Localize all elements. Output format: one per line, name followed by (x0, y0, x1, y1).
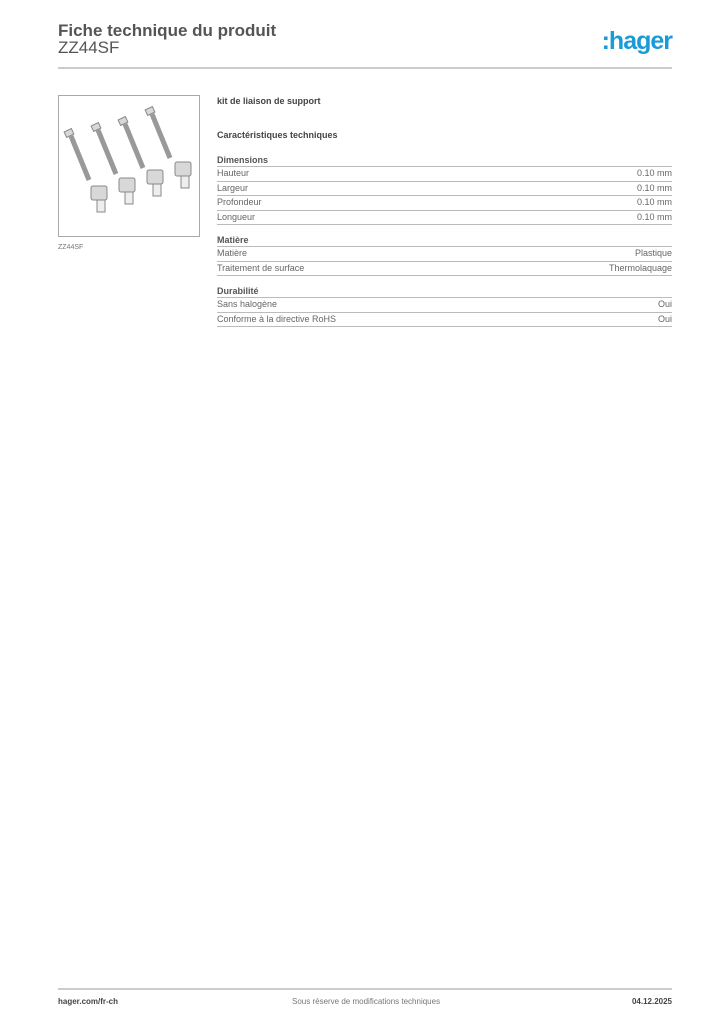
spec-row (217, 196, 672, 211)
screw (64, 129, 89, 180)
spec-value: 0.10 mm (636, 168, 672, 178)
group-title: Durabilité (217, 286, 672, 298)
header-divider (58, 67, 672, 69)
spec-row (217, 182, 672, 197)
spec-value: Plastique (634, 248, 672, 258)
spec-group (217, 286, 672, 327)
spec-label: Traitement de surface (217, 262, 305, 273)
spec-row (217, 211, 672, 226)
screw (118, 117, 143, 168)
spec-value: Oui (657, 299, 672, 309)
group-title: Dimensions (217, 155, 672, 167)
spec-label: Sans halogène (217, 299, 278, 309)
spec-label: Longueur (217, 211, 256, 222)
spec-row (217, 313, 672, 328)
screws-and-nuts-illustration (59, 96, 199, 236)
footer-date: 04.12.2025 (631, 997, 672, 1006)
spec-group (217, 235, 672, 276)
section-title: Caractéristiques techniques (217, 130, 338, 140)
spec-label: Largeur (217, 182, 249, 193)
product-image (58, 95, 200, 237)
spec-group (217, 155, 672, 225)
spec-label: Conforme à la directive RoHS (217, 313, 337, 324)
footer-divider (58, 988, 672, 990)
spec-row (217, 167, 672, 182)
nut (147, 170, 163, 196)
spec-label: Profondeur (217, 197, 262, 207)
spec-label: Hauteur (217, 168, 250, 178)
spec-value: Oui (657, 313, 672, 324)
nut (119, 178, 135, 204)
nut (91, 186, 107, 212)
specifications (217, 96, 672, 337)
image-caption: ZZ44SF (58, 244, 84, 251)
footer-disclaimer: Sous réserve de modifications techniques (292, 997, 441, 1006)
footer-website-link[interactable]: hager.com/fr-ch (58, 997, 119, 1006)
spec-value: Thermolaquage (608, 262, 672, 273)
spec-value: 0.10 mm (636, 197, 672, 207)
screw (91, 123, 116, 174)
spec-row (217, 262, 672, 277)
page-title: Fiche technique du produit (58, 21, 277, 40)
spec-row (217, 247, 672, 262)
spec-value: 0.10 mm (636, 211, 672, 222)
screw (145, 107, 170, 158)
spec-value: 0.10 mm (636, 182, 672, 193)
product-reference: ZZ44SF (58, 38, 120, 57)
product-name: kit de liaison de support (217, 96, 321, 106)
spec-label: Matière (217, 248, 248, 258)
spec-row (217, 298, 672, 313)
hager-logo: :hager (601, 27, 672, 55)
group-title: Matière (217, 235, 672, 247)
nut (175, 162, 191, 188)
